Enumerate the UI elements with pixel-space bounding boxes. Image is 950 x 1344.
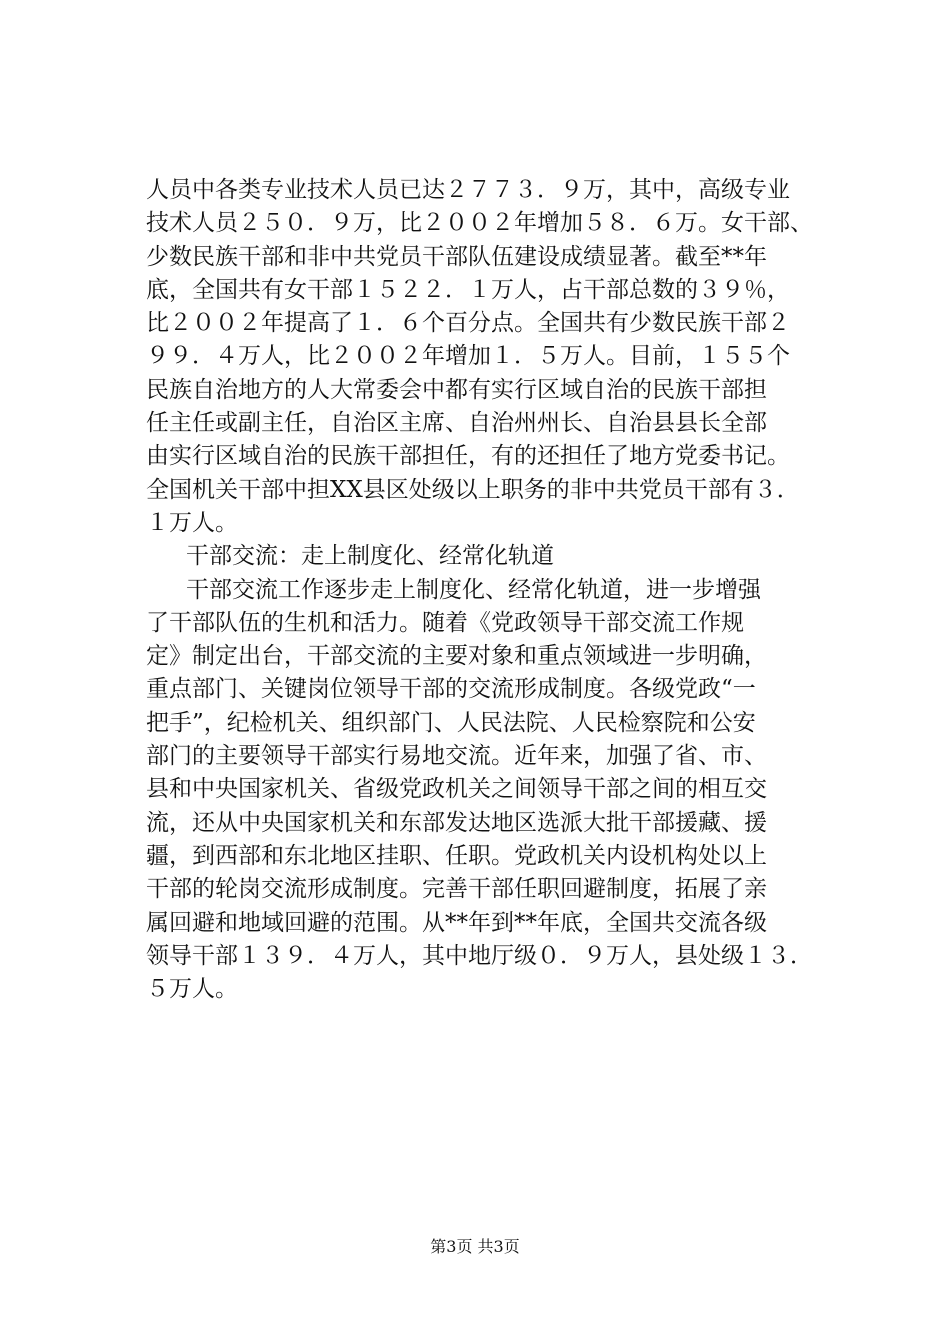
text-line: 属回避和地域回避的范围。从**年到**年底，全国共交流各级 — [146, 909, 767, 936]
text-line: 民族自治地方的人大常委会中都有实行区域自治的民族干部担 — [146, 376, 767, 403]
text-line: 人员中各类专业技术人员已达２７７３．９万，其中，高级专业 — [146, 177, 790, 203]
text-line: 技术人员２５０．９万，比２００２年增加５８．６万。女干部、 — [146, 210, 813, 237]
body-text — [146, 174, 818, 1006]
text-line: 底，全国共有女干部１５２２．１万人，占干部总数的３９％， — [146, 276, 790, 303]
text-line: 了干部队伍的生机和活力。随着《党政领导干部交流工作规 — [146, 609, 744, 636]
text-line: 定》制定出台，干部交流的主要对象和重点领域进一步明确， — [146, 643, 767, 670]
text-line: 比２００２年提高了１．６个百分点。全国共有少数民族干部２ — [146, 310, 790, 337]
paragraph-first-line: 干部交流工作逐步走上制度化、经常化轨道，进一步增强 — [186, 576, 761, 603]
text-line: 任主任或副主任，自治区主席、自治州州长、自治县县长全部 — [146, 410, 767, 437]
text-line: 重点部门、关键岗位领导干部的交流形成制度。各级党政“一 — [146, 676, 756, 703]
text-line: 流，还从中央国家机关和东部发达地区选派大批干部援藏、援 — [146, 809, 767, 836]
text-line: 全国机关干部中担XX县区处级以上职务的非中共党员干部有３． — [146, 476, 800, 503]
text-line: 少数民族干部和非中共党员干部队伍建设成绩显著。截至**年 — [146, 243, 767, 270]
page-number-label: 第3页 共3页 — [430, 1237, 520, 1256]
text-line: 把手”，纪检机关、组织部门、人民法院、人民检察院和公安 — [146, 709, 756, 736]
text-line: ５万人。 — [146, 976, 238, 1003]
text-line: 县和中央国家机关、省级党政机关之间领导干部之间的相互交 — [146, 776, 767, 803]
text-line: 领导干部１３９．４万人，其中地厅级０．９万人，县处级１３． — [146, 942, 813, 969]
text-line: 部门的主要领导干部实行易地交流。近年来，加强了省、市、 — [146, 743, 767, 770]
text-line: ９９．４万人，比２００２年增加１．５万人。目前，１５５个 — [146, 343, 790, 370]
text-line: 疆，到西部和东北地区挂职、任职。党政机关内设机构处以上 — [146, 842, 767, 869]
page-footer — [0, 1237, 950, 1257]
text-line: 由实行区域自治的民族干部担任，有的还担任了地方党委书记。 — [146, 443, 790, 470]
section-heading: 干部交流：走上制度化、经常化轨道 — [186, 543, 554, 570]
text-line: 干部的轮岗交流形成制度。完善干部任职回避制度，拓展了亲 — [146, 876, 767, 903]
text-line: １万人。 — [146, 509, 238, 536]
